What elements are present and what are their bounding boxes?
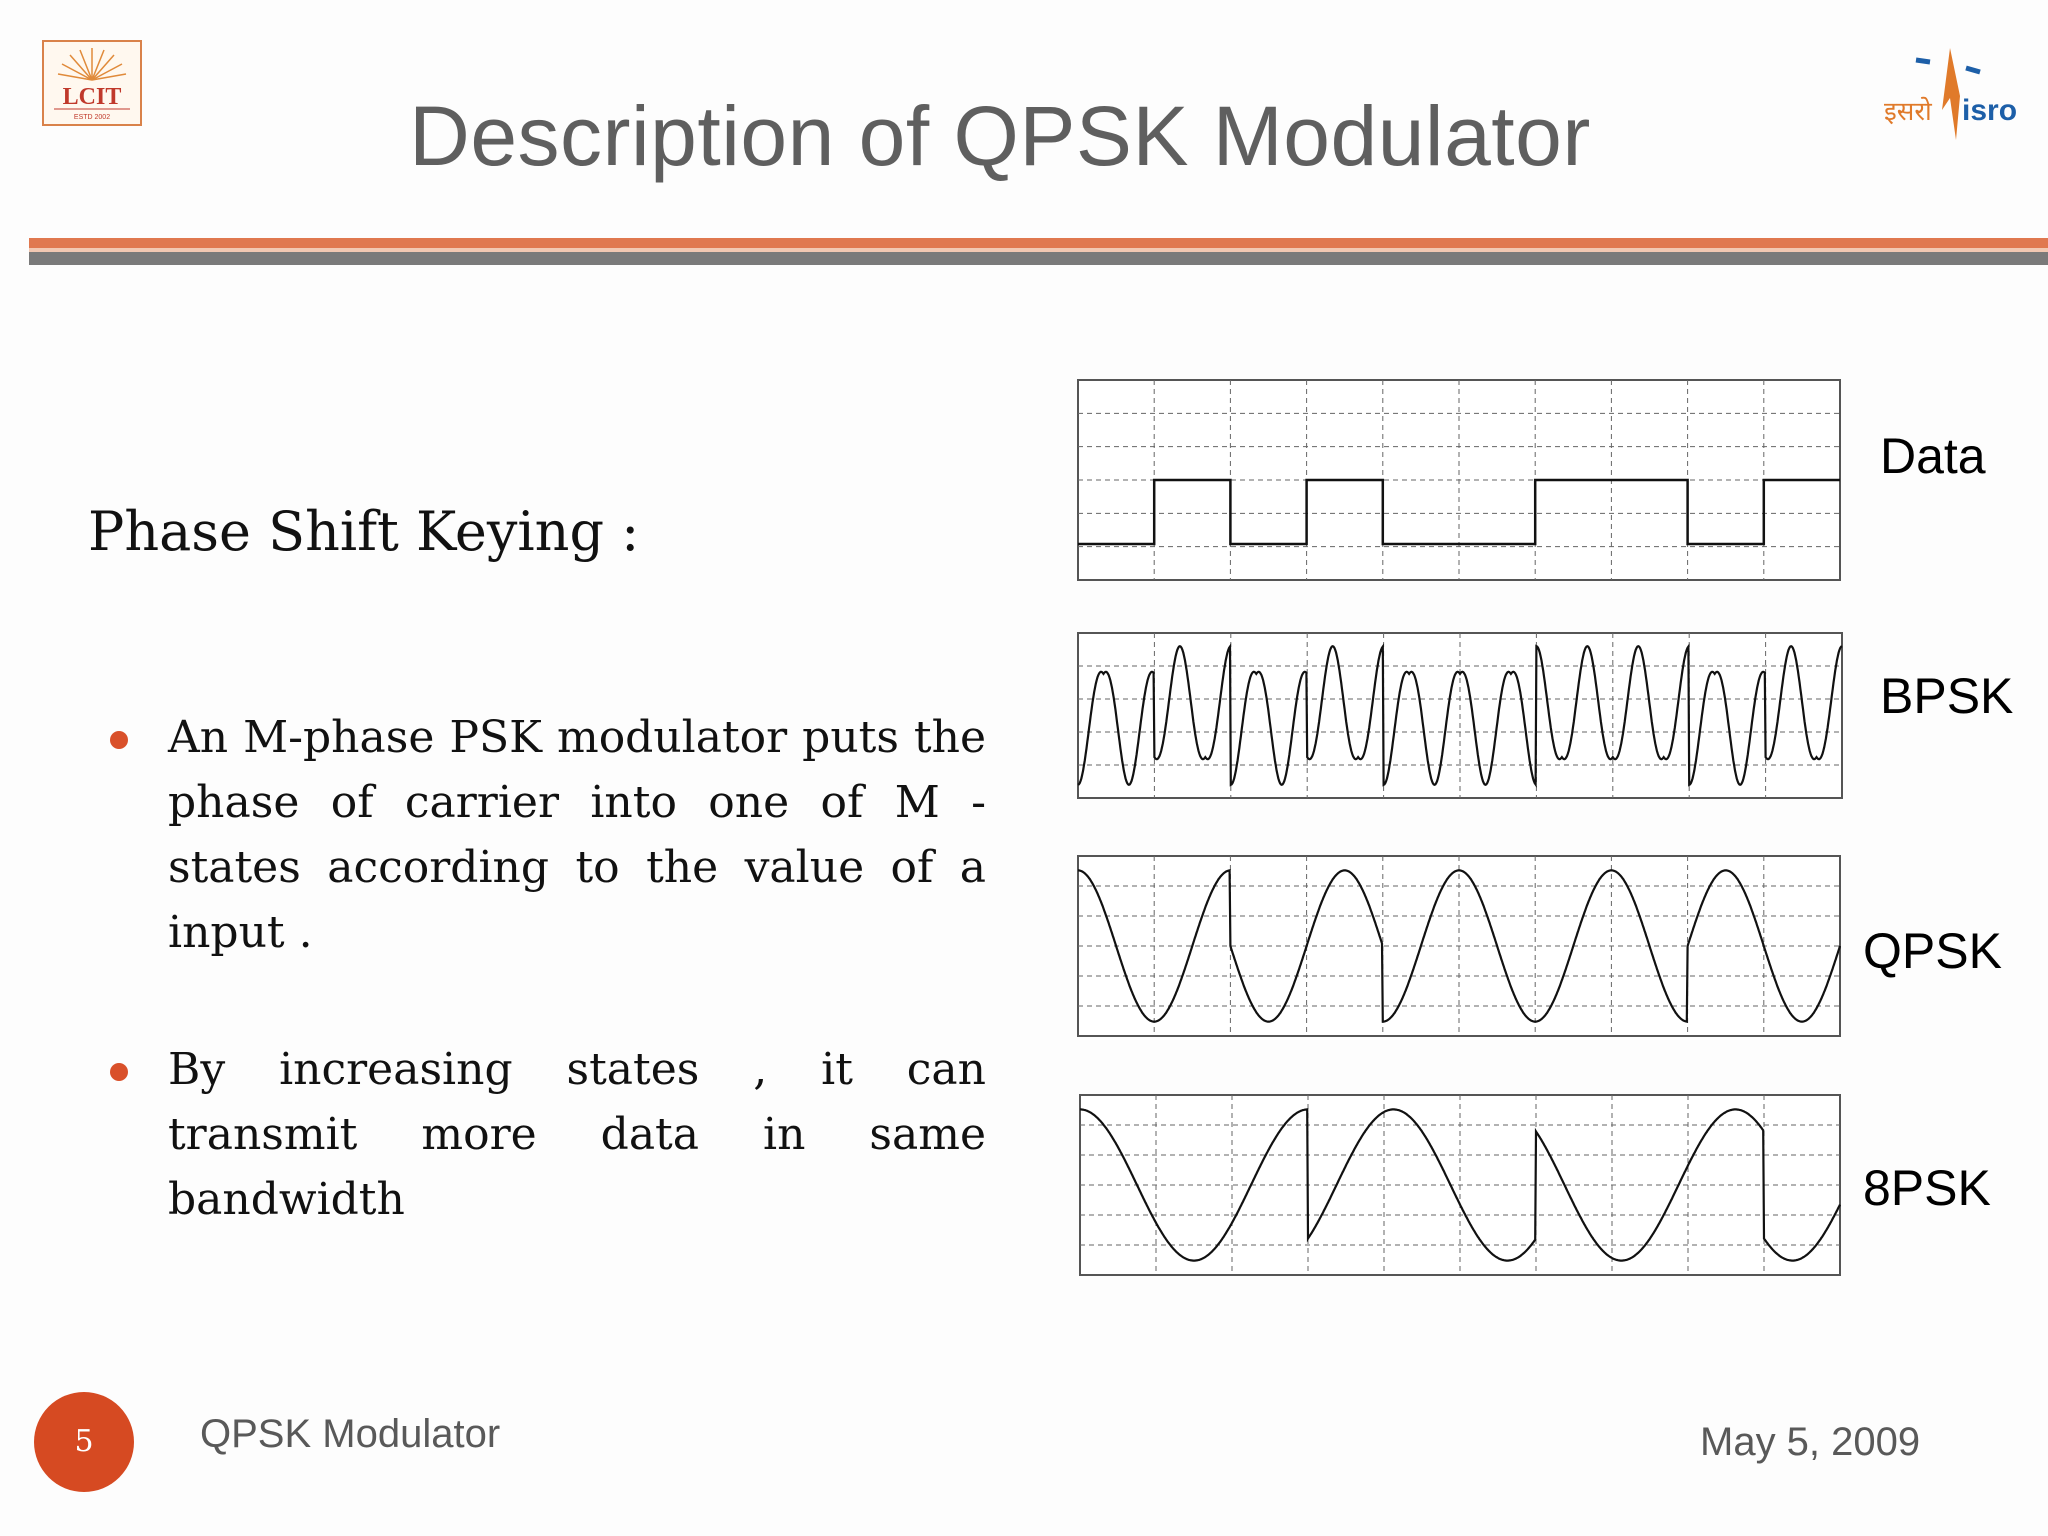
label-8psk: 8PSK [1863, 1160, 1991, 1216]
slide-title: Description of QPSK Modulator [409, 89, 1591, 183]
bullet-icon [110, 731, 128, 749]
bullet-item [110, 1037, 986, 1232]
label-qpsk: QPSK [1863, 923, 2002, 979]
8psk-waveform-panel [1080, 1095, 1840, 1275]
psk-waveform-figure [1070, 370, 2040, 1290]
isro-text: isro [1962, 94, 2018, 127]
bullet-icon [110, 1063, 128, 1081]
bullet-list [110, 705, 986, 1304]
title-rule-grey [29, 252, 2048, 265]
bullet-text: An M-phase PSK modulator puts the phase of carrier into one of M - states according to the value of a input . [168, 712, 986, 958]
data-waveform-panel [1078, 380, 1840, 580]
bpsk-waveform-panel [1078, 633, 1842, 798]
section-heading: Phase Shift Keying : [88, 500, 640, 563]
title-rule-orange [29, 238, 2048, 248]
isro-hindi-text: इसरो [1884, 97, 1932, 127]
label-bpsk: BPSK [1880, 668, 2014, 724]
qpsk-waveform-panel [1078, 856, 1840, 1036]
page-number-badge: 5 [34, 1392, 134, 1492]
logo-subtext: ESTD 2002 [73, 114, 111, 121]
bullet-item [110, 705, 986, 965]
label-data: Data [1880, 428, 1986, 484]
footer-title: QPSK Modulator [200, 1412, 501, 1456]
footer-date: May 5, 2009 [1700, 1420, 1921, 1464]
logo-text: LCIT [62, 84, 122, 110]
bullet-text: By increasing states , it can transmit more data in same bandwidth [168, 1044, 986, 1225]
sunburst-icon [58, 48, 126, 80]
